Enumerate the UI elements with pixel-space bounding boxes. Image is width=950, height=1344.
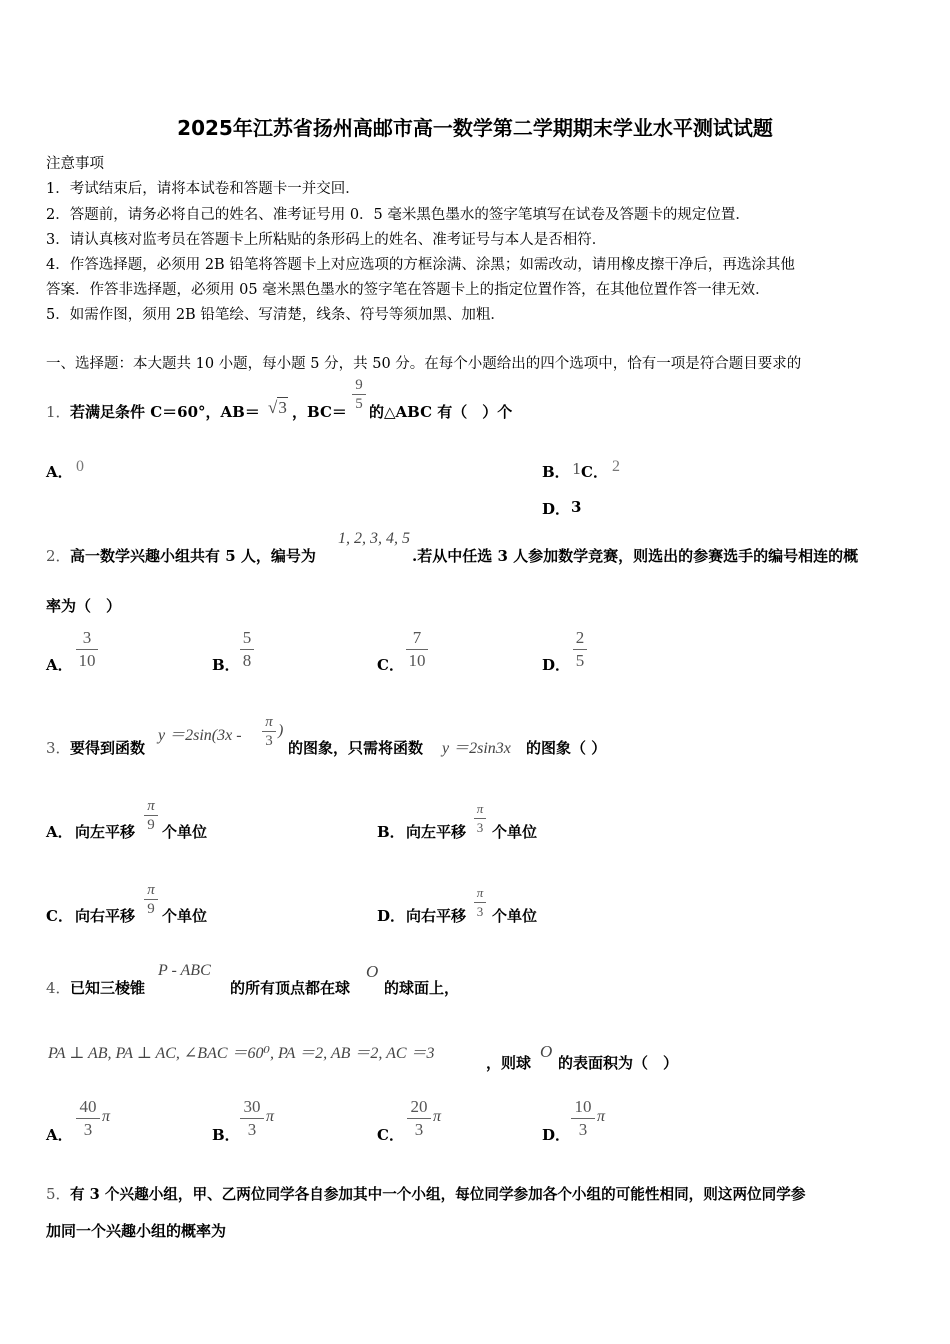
- option-d-fraction: [571, 1097, 595, 1140]
- question-text: 有 3 个兴趣小组，甲、乙两位同学各自参加其中一个小组，每位同学参加各个小组的可能性相同，则这两位同学参: [70, 1186, 806, 1203]
- option-c-fraction: [406, 628, 428, 671]
- fraction-bar: [144, 815, 158, 816]
- option-a-value: 0: [76, 458, 84, 475]
- pyramid-expression: P - ABC: [158, 962, 211, 979]
- question-text: 的表面积为（ ）: [558, 1054, 679, 1072]
- sphere-symbol: O: [540, 1042, 553, 1061]
- fraction-denominator: 5: [575, 651, 585, 670]
- notice-item: 4．作答选择题，必须用 2B 铅笔将答题卡上对应选项的方框涂满、涂黑；如需改动，请用橡皮擦干净后，再选涂其他: [46, 257, 795, 273]
- option-b-value: 1: [572, 460, 582, 478]
- fraction-denominator: 8: [242, 651, 252, 670]
- fraction-denominator: 3: [476, 820, 484, 835]
- fraction-bar: [571, 1118, 595, 1119]
- option-b-label: B．: [212, 656, 240, 674]
- fraction-numerator: π: [147, 882, 155, 898]
- fraction-denominator: 9: [147, 817, 155, 833]
- fraction-numerator: 30: [243, 1097, 261, 1116]
- option-b-text: 向左平移: [406, 823, 467, 841]
- function-expression: y ＝2sin3x: [442, 740, 511, 757]
- section-heading: 一、选择题：本大题共 10 小题，每小题 5 分，共 50 分。在每个小题给出的四个选项中，恰有一项是符合题目要求的: [46, 356, 802, 372]
- sqrt-radicand: 3: [278, 398, 287, 417]
- question-text: 率为（ ）: [46, 597, 122, 615]
- notice-item: 1．考试结束后，请将本试卷和答题卡一并交回．: [46, 181, 360, 197]
- option-d-label: D．: [542, 656, 571, 674]
- option-d-label: D．: [542, 500, 571, 518]
- question-text: 已知三棱锥: [70, 979, 146, 997]
- fraction-bar: [573, 649, 587, 650]
- question-text: .若从中任选 3 人参加数学竞赛，则选出的参赛选手的编号相连的概: [412, 547, 859, 565]
- fraction-denominator: 3: [247, 1120, 257, 1139]
- fraction-bar: [144, 899, 158, 900]
- fraction-bar: [407, 1118, 431, 1119]
- fraction-denominator: 3: [476, 904, 484, 919]
- question-text: 的图象，只需将函数: [288, 739, 424, 757]
- option-d-fraction: [573, 628, 587, 671]
- question-text: ，BC＝: [292, 403, 347, 421]
- pi-symbol: π: [102, 1108, 111, 1125]
- option-b-fraction: [240, 1097, 264, 1140]
- option-d-value: 3: [571, 498, 582, 516]
- fraction-numerator: 20: [410, 1097, 428, 1116]
- question-text: 的△ABC 有（ ）个: [369, 403, 513, 421]
- fraction-bar: [406, 649, 428, 650]
- question-number: 3．: [46, 739, 71, 757]
- option-c-label: C．: [581, 463, 608, 481]
- fraction-bar: [474, 818, 486, 819]
- fraction-denominator: 3: [578, 1120, 588, 1139]
- option-a-label: A．: [46, 1126, 73, 1144]
- fraction-numerator: 10: [574, 1097, 592, 1116]
- fraction-numerator: 2: [575, 628, 585, 647]
- notice-heading: 注意事项: [46, 156, 104, 172]
- option-a-text: 向左平移: [75, 823, 136, 841]
- option-b-fraction: [474, 801, 486, 836]
- option-c-text: 向右平移: [75, 907, 136, 925]
- fraction-pi-3: [262, 714, 276, 749]
- question-number: 1．: [46, 403, 71, 421]
- option-c-fraction: [144, 882, 158, 917]
- fraction-bc: [352, 377, 366, 412]
- fraction-denominator: 3: [414, 1120, 424, 1139]
- fraction-denominator: 10: [78, 651, 96, 670]
- pi-symbol: π: [433, 1108, 442, 1125]
- option-d-label: D．: [542, 1126, 571, 1144]
- option-a-label: A．: [46, 463, 73, 481]
- option-a-fraction: [76, 1097, 100, 1140]
- option-b-label: B．: [542, 463, 570, 481]
- option-a-unit: 个单位: [162, 823, 208, 841]
- option-c-fraction: [407, 1097, 431, 1140]
- sqrt-expression: √3: [268, 398, 287, 417]
- option-d-fraction: [474, 885, 486, 920]
- option-d-unit: 个单位: [492, 907, 538, 925]
- option-c-label: C．: [377, 1126, 404, 1144]
- question-number: 2．: [46, 547, 71, 565]
- fraction-denominator: 10: [408, 651, 426, 670]
- function-expression: y ＝2sin(3x -: [158, 727, 242, 744]
- notice-item: 答案．作答非选择题，必须用 05 毫米黑色墨水的签字笔在答题卡上的指定位置作答，在其他位置作答一律无效．: [46, 282, 770, 298]
- fraction-denominator: 3: [83, 1120, 93, 1139]
- question-number: 5．: [46, 1185, 71, 1203]
- condition-expression: PA ⊥ AB, PA ⊥ AC, ∠BAC ＝60⁰, PA ＝2, AB ＝2, AC ＝3: [48, 1045, 435, 1062]
- question-text: 的球面上，: [384, 979, 460, 997]
- fraction-numerator: 7: [412, 628, 422, 647]
- option-a-label: A．: [46, 656, 73, 674]
- pi-symbol: π: [266, 1108, 275, 1125]
- option-a-label: A．: [46, 823, 73, 841]
- option-b-fraction: [240, 628, 254, 671]
- option-c-label: C．: [46, 907, 73, 925]
- option-c-label: C．: [377, 656, 404, 674]
- option-d-text: 向右平移: [406, 907, 467, 925]
- sphere-symbol: O: [366, 962, 379, 981]
- fraction-denominator: 5: [355, 396, 363, 412]
- fraction-bar: [240, 1118, 264, 1119]
- fraction-bar: [352, 394, 366, 395]
- fraction-bar: [76, 1118, 100, 1119]
- fraction-denominator: 3: [265, 733, 273, 749]
- fraction-denominator: 9: [147, 901, 155, 917]
- option-a-fraction: [144, 798, 158, 833]
- fraction-bar: [474, 902, 486, 903]
- fraction-numerator: 9: [355, 377, 363, 393]
- fraction-numerator: 5: [242, 628, 252, 647]
- question-text: 加同一个兴趣小组的概率为: [46, 1222, 227, 1240]
- option-a-fraction: [76, 628, 98, 671]
- fraction-bar: [240, 649, 254, 650]
- question-text: ，则球: [486, 1054, 532, 1072]
- page-title: 2025年江苏省扬州高邮市高一数学第二学期期末学业水平测试试题: [177, 116, 773, 140]
- question-number: 4．: [46, 979, 71, 997]
- option-c-unit: 个单位: [162, 907, 208, 925]
- option-b-unit: 个单位: [492, 823, 538, 841]
- fraction-numerator: π: [265, 714, 273, 730]
- fraction-numerator: 40: [79, 1097, 97, 1116]
- option-b-label: B．: [212, 1126, 240, 1144]
- notice-item: 3．请认真核对监考员在答题卡上所粘贴的条形码上的姓名、准考证号与本人是否相符．: [46, 232, 607, 248]
- question-text: 的所有顶点都在球: [230, 979, 351, 997]
- number-set: 1, 2, 3, 4, 5: [338, 530, 410, 547]
- notice-item: 2．答题前，请务必将自己的姓名、准考证号用 0．5 毫米黑色墨水的签字笔填写在试卷及答题卡的规定位置．: [46, 207, 750, 223]
- fraction-numerator: π: [476, 885, 484, 900]
- option-c-value: 2: [612, 458, 620, 475]
- fraction-bar: [262, 731, 276, 732]
- option-b-label: B．: [377, 823, 405, 841]
- notice-item: 5．如需作图，须用 2B 铅笔绘、写清楚，线条、符号等须加黑、加粗．: [46, 307, 505, 323]
- fraction-numerator: π: [147, 798, 155, 814]
- function-expression: ): [278, 722, 284, 739]
- fraction-numerator: π: [476, 801, 484, 816]
- option-d-label: D．: [377, 907, 406, 925]
- pi-symbol: π: [597, 1108, 606, 1125]
- question-text: 若满足条件 C＝60°，AB＝: [70, 403, 260, 421]
- question-text: 的图象（ ）: [526, 739, 607, 757]
- fraction-bar: [76, 649, 98, 650]
- fraction-numerator: 3: [82, 628, 92, 647]
- question-text: 要得到函数: [70, 739, 146, 757]
- question-text: 高一数学兴趣小组共有 5 人，编号为: [70, 547, 316, 565]
